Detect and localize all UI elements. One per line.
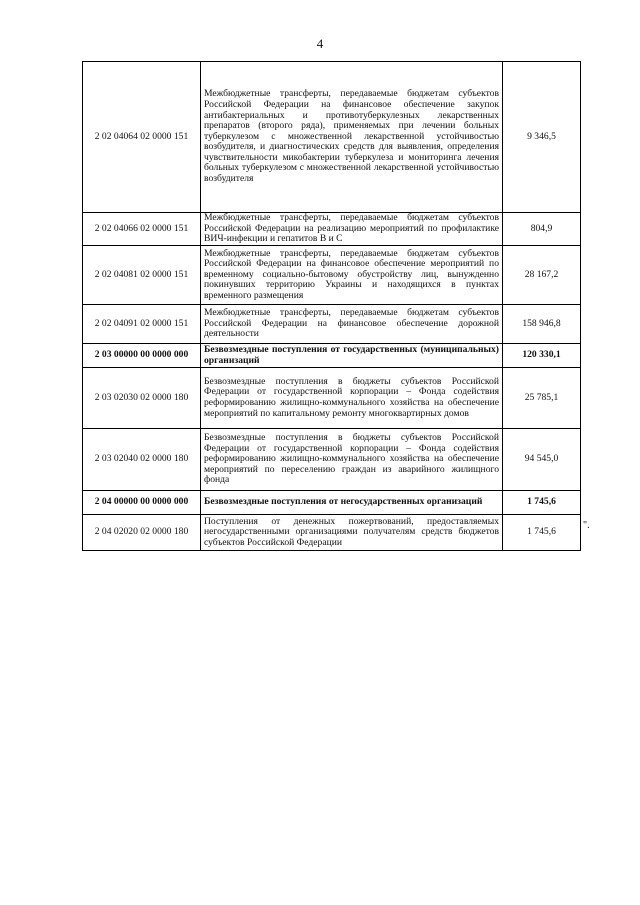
description-cell: Межбюджетные трансферты, передаваемые бюджетам субъектов Российской Федерации на финансовое обеспечение дорожной деятельности [201, 305, 503, 344]
description-cell: Безвозмездные поступления от государственных (муниципальных) организаций [201, 344, 503, 368]
description-cell: Безвозмездные поступления в бюджеты субъектов Российской Федерации от государственной корпорации – Фонда содействия реформированию жилищно-коммунального хозяйства на обеспечение мероприятий по капитальному ремонту многоквартирных домов [201, 368, 503, 429]
description-cell: Безвозмездные поступления от негосударственных организаций [201, 491, 503, 515]
amount-cell: 1 745,6 [503, 491, 581, 515]
table-row [83, 213, 581, 246]
amount-cell: 25 785,1 [503, 368, 581, 429]
budget-code-cell: 2 02 04081 02 0000 151 [83, 246, 201, 305]
budget-code-cell: 2 03 00000 00 0000 000 [83, 344, 201, 368]
amount-cell: 1 745,6 [503, 515, 581, 551]
amount-cell: 158 946,8 [503, 305, 581, 344]
revenue-table-body [83, 62, 581, 551]
page-number: 4 [316, 36, 324, 51]
amount-cell: 28 167,2 [503, 246, 581, 305]
table-row [83, 368, 581, 429]
table-row [83, 62, 581, 213]
description-cell: Межбюджетные трансферты, передаваемые бюджетам субъектов Российской Федерации на реализацию мероприятий по профилактике ВИЧ-инфекции и гепатитов В и С [201, 213, 503, 246]
budget-code-cell: 2 04 02020 02 0000 180 [83, 515, 201, 551]
table-row [83, 305, 581, 344]
budget-code-cell: 2 03 02030 02 0000 180 [83, 368, 201, 429]
amount-cell: 120 330,1 [503, 344, 581, 368]
description-cell: Поступления от денежных пожертвований, предоставляемых негосударственными организациями получателям средств бюджетов субъектов Российской Федерации [201, 515, 503, 551]
table-row [83, 246, 581, 305]
description-cell: Межбюджетные трансферты, передаваемые бюджетам субъектов Российской Федерации на финансовое обеспечение закупок антибактериальных и противотуберкулезных лекарственных препаратов (второго ряда), применяемых при лечении больных туберкулезом с множественной лекарственной устойчивостью возбудителя, и диагностических средств для выявления, определения чувствительности микобактерии туберкулеза и мониторинга лечения больных туберкулезом с множественной лекарственной устойчивостью возбудителя [201, 62, 503, 213]
table-row [83, 491, 581, 515]
closing-quote: ". [583, 520, 590, 531]
table-row [83, 515, 581, 551]
table-row [83, 429, 581, 491]
description-cell: Безвозмездные поступления в бюджеты субъектов Российской Федерации от государственной корпорации – Фонда содействия реформированию жилищно-коммунального хозяйства на обеспечение мероприятий по переселению граждан из аварийного жилищного фонда [201, 429, 503, 491]
description-cell: Межбюджетные трансферты, передаваемые бюджетам субъектов Российской Федерации на финансовое обеспечение мероприятий по временному социально-бытовому обустройству лиц, вынужденно покинувших территорию Украины и находящихся в пунктах временного размещения [201, 246, 503, 305]
table-row [83, 344, 581, 368]
amount-cell: 9 346,5 [503, 62, 581, 213]
budget-code-cell: 2 02 04066 02 0000 151 [83, 213, 201, 246]
revenue-table [82, 61, 581, 551]
amount-cell: 804,9 [503, 213, 581, 246]
budget-code-cell: 2 02 04064 02 0000 151 [83, 62, 201, 213]
budget-code-cell: 2 03 02040 02 0000 180 [83, 429, 201, 491]
budget-code-cell: 2 02 04091 02 0000 151 [83, 305, 201, 344]
budget-code-cell: 2 04 00000 00 0000 000 [83, 491, 201, 515]
amount-cell: 94 545,0 [503, 429, 581, 491]
